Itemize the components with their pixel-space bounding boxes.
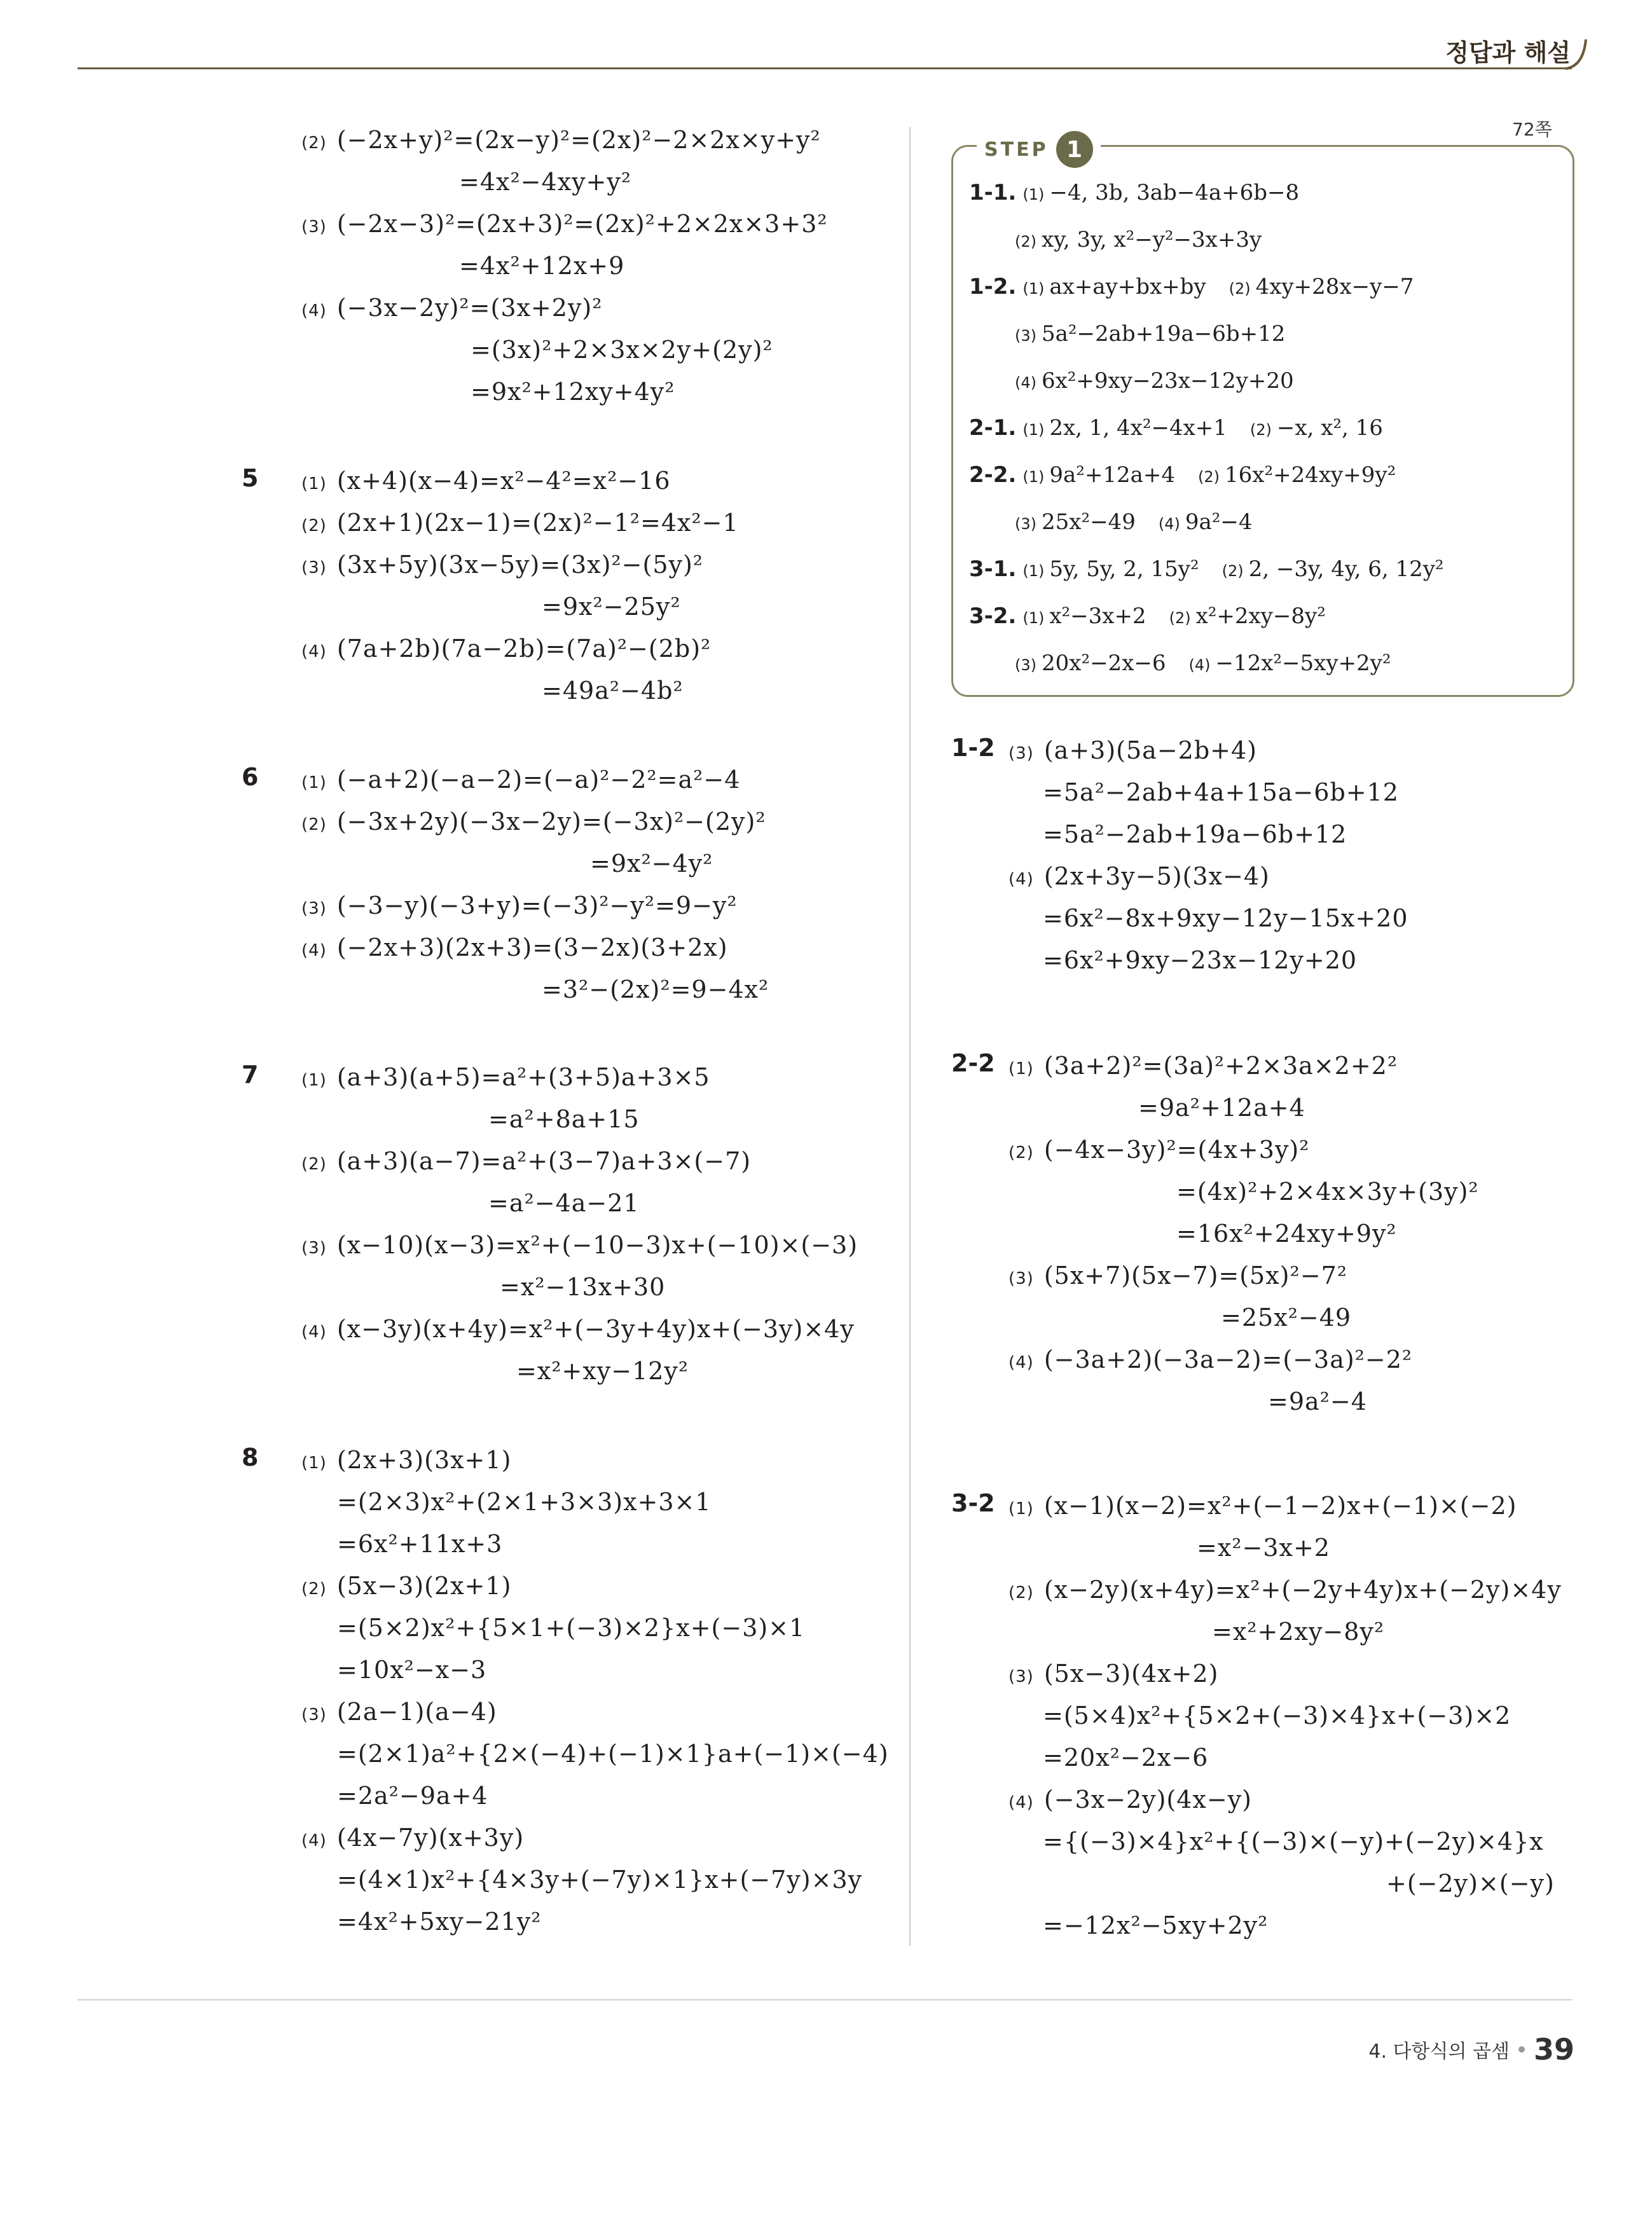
math-line: =9x²−25y² bbox=[542, 593, 681, 621]
step-row: (2) xy, 3y, x²−y²−3x+3y bbox=[1015, 227, 1262, 252]
step-row: (3) 20x²−2x−6 (4) −12x²−5xy+2y² bbox=[1015, 650, 1391, 676]
math-line: (3) (−2x−3)²=(2x+3)²=(2x)²+2×2x×3+3² bbox=[301, 210, 828, 238]
math-line: (3) (5x−3)(4x+2) bbox=[1008, 1660, 1219, 1688]
math-line: (3) (2a−1)(a−4) bbox=[301, 1698, 497, 1726]
math-line: =4x²+5xy−21y² bbox=[337, 1908, 542, 1936]
math-line: =25x²−49 bbox=[1221, 1304, 1352, 1332]
math-line: =49a²−4b² bbox=[542, 677, 684, 705]
math-line: =9x²−4y² bbox=[590, 850, 713, 878]
math-line: =5a²−2ab+19a−6b+12 bbox=[1043, 820, 1347, 848]
math-line: ={(−3)×4}x²+{(−3)×(−y)+(−2y)×4}x bbox=[1043, 1827, 1544, 1855]
problem-number: 5 bbox=[242, 464, 259, 492]
math-line: =10x²−x−3 bbox=[337, 1656, 487, 1684]
footer-divider bbox=[78, 1999, 1572, 2000]
step-row: (3) 25x²−49 (4) 9a²−4 bbox=[1015, 509, 1253, 535]
math-line: (4) (−3a+2)(−3a−2)=(−3a)²−2² bbox=[1008, 1346, 1413, 1373]
problem-number: 2-2 bbox=[951, 1049, 995, 1077]
math-line: (3) (−3−y)(−3+y)=(−3)²−y²=9−y² bbox=[301, 891, 738, 919]
math-line: =(4x)²+2×4x×3y+(3y)² bbox=[1176, 1178, 1479, 1206]
math-line: (2) (−4x−3y)²=(4x+3y)² bbox=[1008, 1136, 1310, 1164]
math-line: (4) (−3x−2y)(4x−y) bbox=[1008, 1786, 1252, 1814]
step-label: STEP 1 bbox=[977, 131, 1101, 168]
page-reference: 72쪽 bbox=[1512, 119, 1552, 140]
math-line: =x²+2xy−8y² bbox=[1212, 1618, 1385, 1646]
math-line: (4) (2x+3y−5)(3x−4) bbox=[1008, 862, 1270, 890]
math-line: (1) (x+4)(x−4)=x²−4²=x²−16 bbox=[301, 467, 671, 495]
problem-number: 8 bbox=[242, 1443, 259, 1471]
math-line: (2) (2x+1)(2x−1)=(2x)²−1²=4x²−1 bbox=[301, 509, 739, 537]
step-row: 1-2. (1) ax+ay+bx+by (2) 4xy+28x−y−7 bbox=[969, 274, 1414, 299]
math-line: (4) (7a+2b)(7a−2b)=(7a)²−(2b)² bbox=[301, 635, 712, 663]
problem-number: 1-2 bbox=[951, 734, 995, 762]
math-line: +(−2y)×(−y) bbox=[1386, 1869, 1555, 1897]
math-line: =x²−13x+30 bbox=[500, 1273, 666, 1301]
math-line: (2) (a+3)(a−7)=a²+(3−7)a+3×(−7) bbox=[301, 1147, 752, 1175]
math-line: =(2×3)x²+(2×1+3×3)x+3×1 bbox=[337, 1488, 712, 1516]
math-line: =4x²+12x+9 bbox=[459, 252, 625, 280]
math-line: (1) (3a+2)²=(3a)²+2×3a×2+2² bbox=[1008, 1052, 1398, 1080]
math-line: (3) (x−10)(x−3)=x²+(−10−3)x+(−10)×(−3) bbox=[301, 1231, 858, 1259]
section-title: 정답과 해설 bbox=[1445, 39, 1571, 67]
math-line: =2a²−9a+4 bbox=[337, 1782, 488, 1810]
step-row: 1-1. (1) −4, 3b, 3ab−4a+6b−8 bbox=[969, 180, 1300, 205]
problem-number: 7 bbox=[242, 1061, 259, 1089]
math-line: =a²+8a+15 bbox=[488, 1105, 640, 1133]
math-line: =9a²−4 bbox=[1268, 1387, 1367, 1415]
math-line: (1) (−a+2)(−a−2)=(−a)²−2²=a²−4 bbox=[301, 766, 741, 794]
header-divider bbox=[78, 67, 1572, 69]
math-line: =x²+xy−12y² bbox=[516, 1357, 689, 1385]
math-line: =(5×4)x²+{5×2+(−3)×4}x+(−3)×2 bbox=[1043, 1702, 1511, 1730]
column-divider bbox=[909, 127, 911, 1946]
page-footer bbox=[1368, 2032, 1574, 2067]
math-line: =6x²+9xy−23x−12y+20 bbox=[1043, 946, 1358, 974]
math-line: =(5×2)x²+{5×1+(−3)×2}x+(−3)×1 bbox=[337, 1614, 806, 1642]
math-line: (3) (3x+5y)(3x−5y)=(3x)²−(5y)² bbox=[301, 551, 704, 579]
math-line: =(3x)²+2×3x×2y+(2y)² bbox=[471, 336, 773, 364]
math-line: =16x²+24xy+9y² bbox=[1176, 1220, 1397, 1248]
step-row: (4) 6x²+9xy−23x−12y+20 bbox=[1015, 368, 1294, 394]
math-line: =20x²−2x−6 bbox=[1043, 1744, 1209, 1772]
separator-dot-icon bbox=[1518, 2046, 1525, 2053]
math-line: (1) (x−1)(x−2)=x²+(−1−2)x+(−1)×(−2) bbox=[1008, 1492, 1517, 1520]
math-line: =6x²−8x+9xy−12y−15x+20 bbox=[1043, 904, 1408, 932]
math-line: =x²−3x+2 bbox=[1197, 1534, 1330, 1562]
math-line: =4x²−4xy+y² bbox=[459, 168, 632, 196]
step-row: 3-2. (1) x²−3x+2 (2) x²+2xy−8y² bbox=[969, 603, 1326, 629]
page-number: 39 bbox=[1533, 2032, 1574, 2067]
math-line: =9a²+12a+4 bbox=[1138, 1094, 1305, 1122]
math-line: (1) (a+3)(a+5)=a²+(3+5)a+3×5 bbox=[301, 1063, 710, 1091]
step-row: 2-1. (1) 2x, 1, 4x²−4x+1 (2) −x, x², 16 bbox=[969, 415, 1383, 441]
math-line: =−12x²−5xy+2y² bbox=[1043, 1911, 1269, 1939]
math-line: =a²−4a−21 bbox=[488, 1189, 640, 1217]
math-line: (1) (2x+3)(3x+1) bbox=[301, 1446, 512, 1474]
math-line: (3) (5x+7)(5x−7)=(5x)²−7² bbox=[1008, 1262, 1347, 1290]
chapter-title: 4. 다항식의 곱셈 bbox=[1368, 2041, 1510, 2063]
step-number-badge: 1 bbox=[1056, 131, 1093, 168]
math-line: (2) (−3x+2y)(−3x−2y)=(−3x)²−(2y)² bbox=[301, 808, 766, 836]
step-row: 2-2. (1) 9a²+12a+4 (2) 16x²+24xy+9y² bbox=[969, 462, 1396, 488]
math-line: =5a²−2ab+4a+15a−6b+12 bbox=[1043, 778, 1399, 806]
problem-number: 6 bbox=[242, 763, 259, 791]
math-line: (3) (a+3)(5a−2b+4) bbox=[1008, 736, 1258, 764]
problem-number: 3-2 bbox=[951, 1489, 995, 1517]
math-line: (2) (−2x+y)²=(2x−y)²=(2x)²−2×2x×y+y² bbox=[301, 126, 821, 154]
math-line: =9x²+12xy+4y² bbox=[471, 378, 675, 406]
math-line: (4) (−3x−2y)²=(3x+2y)² bbox=[301, 294, 603, 322]
math-line: =3²−(2x)²=9−4x² bbox=[542, 975, 769, 1003]
step-row: 3-1. (1) 5y, 5y, 2, 15y² (2) 2, −3y, 4y, 6, 12y² bbox=[969, 556, 1444, 582]
math-line: =(2×1)a²+{2×(−4)+(−1)×1}a+(−1)×(−4) bbox=[337, 1740, 889, 1768]
math-line: (4) (x−3y)(x+4y)=x²+(−3y+4y)x+(−3y)×4y bbox=[301, 1315, 855, 1343]
header-curve-icon bbox=[1564, 37, 1590, 70]
math-line: =6x²+11x+3 bbox=[337, 1530, 503, 1558]
math-line: (4) (4x−7y)(x+3y) bbox=[301, 1824, 525, 1852]
math-line: =(4×1)x²+{4×3y+(−7y)×1}x+(−7y)×3y bbox=[337, 1866, 863, 1894]
math-line: (2) (x−2y)(x+4y)=x²+(−2y+4y)x+(−2y)×4y bbox=[1008, 1576, 1562, 1604]
math-line: (4) (−2x+3)(2x+3)=(3−2x)(3+2x) bbox=[301, 933, 728, 961]
math-line: (2) (5x−3)(2x+1) bbox=[301, 1572, 512, 1600]
step-row: (3) 5a²−2ab+19a−6b+12 bbox=[1015, 321, 1286, 347]
